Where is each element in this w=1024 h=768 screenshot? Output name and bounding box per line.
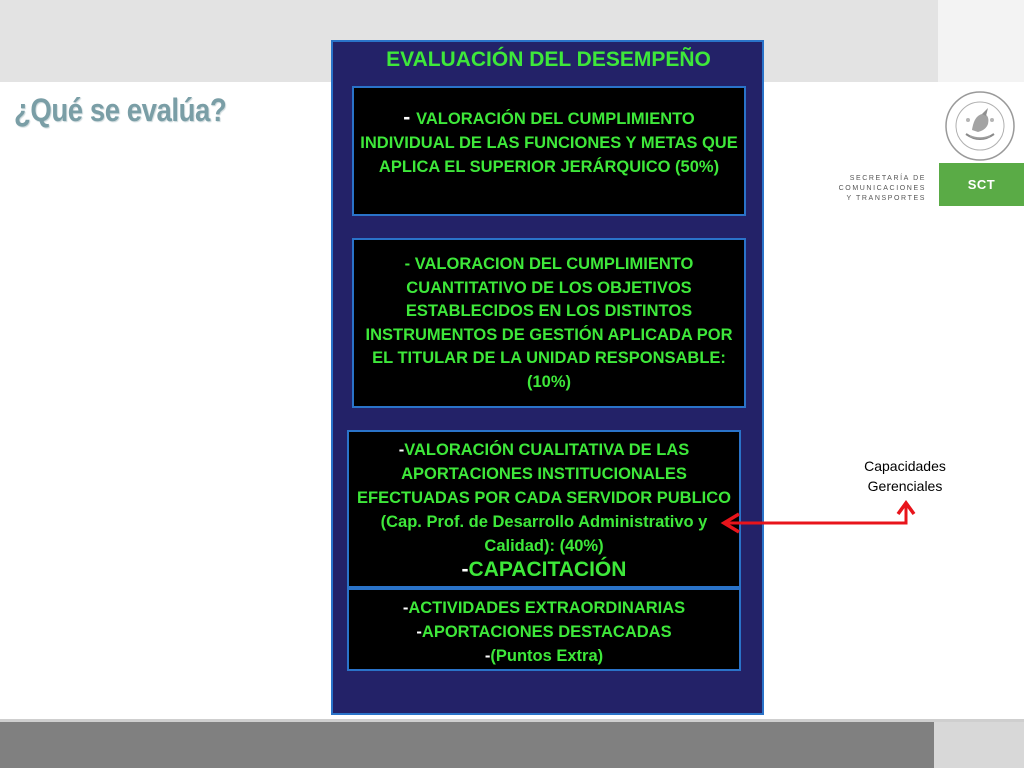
bullet-dash: - <box>398 441 405 459</box>
criteria-text: - VALORACION DEL CUMPLIMIENTO CUANTITATIVO DE LOS OBJETIVOS ESTABLECIDOS EN LOS DISTINTOS INSTRUMENTOS DE GESTIÓN APLICADA POR EL TITULAR DE LA UNIDAD RESPONSABLE: (10%) <box>365 255 733 391</box>
footer-right-band <box>934 722 1024 768</box>
secretaria-line-2: COMUNICACIONES <box>838 185 926 192</box>
bullet-dash: - <box>484 647 491 665</box>
list-item <box>349 596 739 620</box>
capacitacion-label: CAPACITACIÓN <box>468 558 627 581</box>
criteria-box-supervisor <box>352 86 746 216</box>
side-note-line-1: Capacidades <box>864 458 946 474</box>
bullet-dash: - <box>461 558 469 581</box>
secretaria-wordmark <box>820 174 926 204</box>
list-item-text: (Puntos Extra) <box>490 647 604 665</box>
secretaria-line-3: Y TRANSPORTES <box>846 195 926 202</box>
criteria-text: VALORACIÓN CUALITATIVA DE LAS APORTACIONES INSTITUCIONALES EFECTUADAS POR CADA SERVIDOR PUBLICO (Cap. Prof. de Desarrollo Administrativo y Calidad): (40%) <box>356 441 732 555</box>
criteria-text: VALORACIÓN DEL CUMPLIMIENTO INDIVIDUAL DE LAS FUNCIONES Y METAS QUE APLICA EL SUPERIOR JERÁRQUICO (50%) <box>360 110 738 176</box>
list-item-text: APORTACIONES DESTACADAS <box>421 623 672 641</box>
top-right-band <box>938 0 1024 82</box>
mexican-coat-of-arms-seal-icon <box>944 90 1016 162</box>
sct-logo-badge: SCT <box>939 163 1024 206</box>
bullet-dash: - <box>416 623 422 641</box>
list-item <box>349 620 739 644</box>
double-headed-arrow-icon <box>715 496 925 542</box>
side-note-line-2: Gerenciales <box>867 478 943 494</box>
criteria-box-qualitative <box>347 430 741 588</box>
list-item-text: ACTIVIDADES EXTRAORDINARIAS <box>408 599 686 617</box>
bullet-dash: - <box>402 599 409 617</box>
criteria-box-extra-points <box>347 588 741 671</box>
footer-band <box>0 722 934 768</box>
list-item <box>349 644 739 668</box>
criteria-box-quantitative <box>352 238 746 408</box>
side-note-capacidades-gerenciales <box>846 456 964 496</box>
panel-title: EVALUACIÓN DEL DESEMPEÑO <box>386 48 711 71</box>
slide-title: ¿Qué se evalúa? <box>14 92 227 128</box>
bullet-dash: - <box>403 106 417 129</box>
secretaria-line-1: SECRETARÍA DE <box>849 175 926 182</box>
